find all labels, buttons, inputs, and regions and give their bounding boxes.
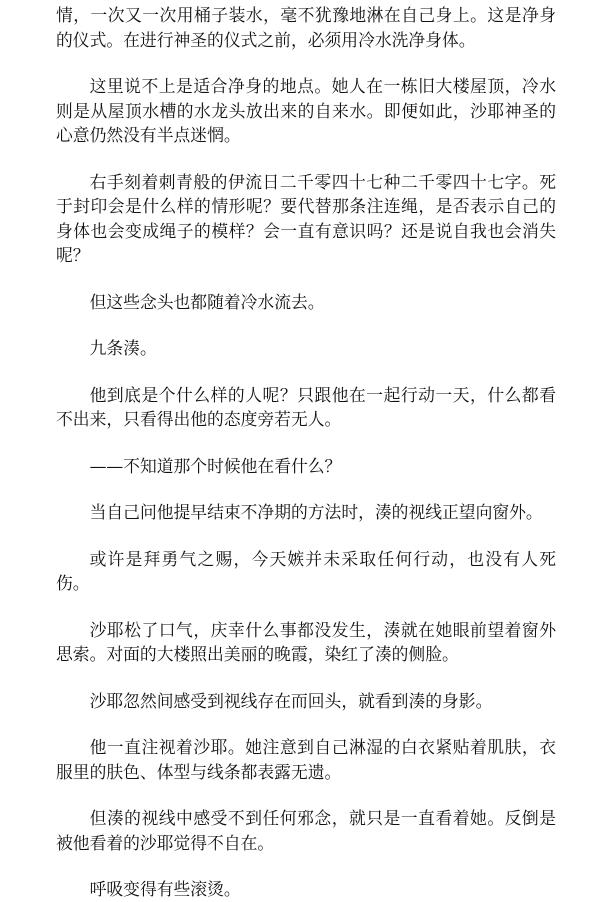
paragraph-10: 沙耶松了口气，庆幸什么事都没发生，湊就在她眼前望着窗外思索。对面的大楼照出美丽的晚霞，染红了湊的侧脸。 xyxy=(56,619,556,664)
paragraph-13: 但湊的视线中感受不到任何邪念，就只是一直看着她。反倒是被他看着的沙耶觉得不自在。 xyxy=(56,808,556,853)
paragraph-3: 右手刻着刺青般的伊流日二千零四十七种二千零四十七字。死于封印会是什么样的情形呢？要代替那条注连绳，是否表示自己的身体也会变成绳子的模样？会一直有意识吗？还是说自我也会消失呢？ xyxy=(56,171,556,265)
paragraph-6: 他到底是个什么样的人呢？只跟他在一起行动一天，什么都看不出来，只看得出他的态度旁若无人。 xyxy=(56,384,556,429)
paragraph-7: ——不知道那个时候他在看什么？ xyxy=(89,455,342,476)
paragraph-14: 呼吸变得有些滚烫。 xyxy=(89,879,241,899)
paragraph-5: 九条湊。 xyxy=(89,338,157,358)
document-page xyxy=(56,0,556,902)
paragraph-2: 这里说不上是适合净身的地点。她人在一栋旧大楼屋顶，冷水则是从屋顶水槽的水龙头放出来的自来水。即便如此，沙耶神圣的心意仍然没有半点迷惘。 xyxy=(56,76,556,145)
paragraph-1: 情，一次又一次用桶子装水，毫不犹豫地淋在自己身上。这是净身的仪式。在进行神圣的仪式之前，必须用冷水洗净身体。 xyxy=(56,5,556,50)
paragraph-4: 但这些念头也都随着冷水流去。 xyxy=(89,291,325,312)
paragraph-12: 他一直注视着沙耶。她注意到自己淋湿的白衣紧贴着肌肤，衣服里的肤色、体型与线条都表露无遗。 xyxy=(56,737,556,782)
paragraph-8: 当自己问他提早结束不净期的方法时，湊的视线正望向窗外。 xyxy=(89,502,543,522)
paragraph-9: 或许是拜勇气之赐，今天嫉并未采取任何行动，也没有人死伤。 xyxy=(56,548,556,593)
paragraph-11: 沙耶忽然间感受到视线存在而回头，就看到湊的身影。 xyxy=(89,690,493,711)
